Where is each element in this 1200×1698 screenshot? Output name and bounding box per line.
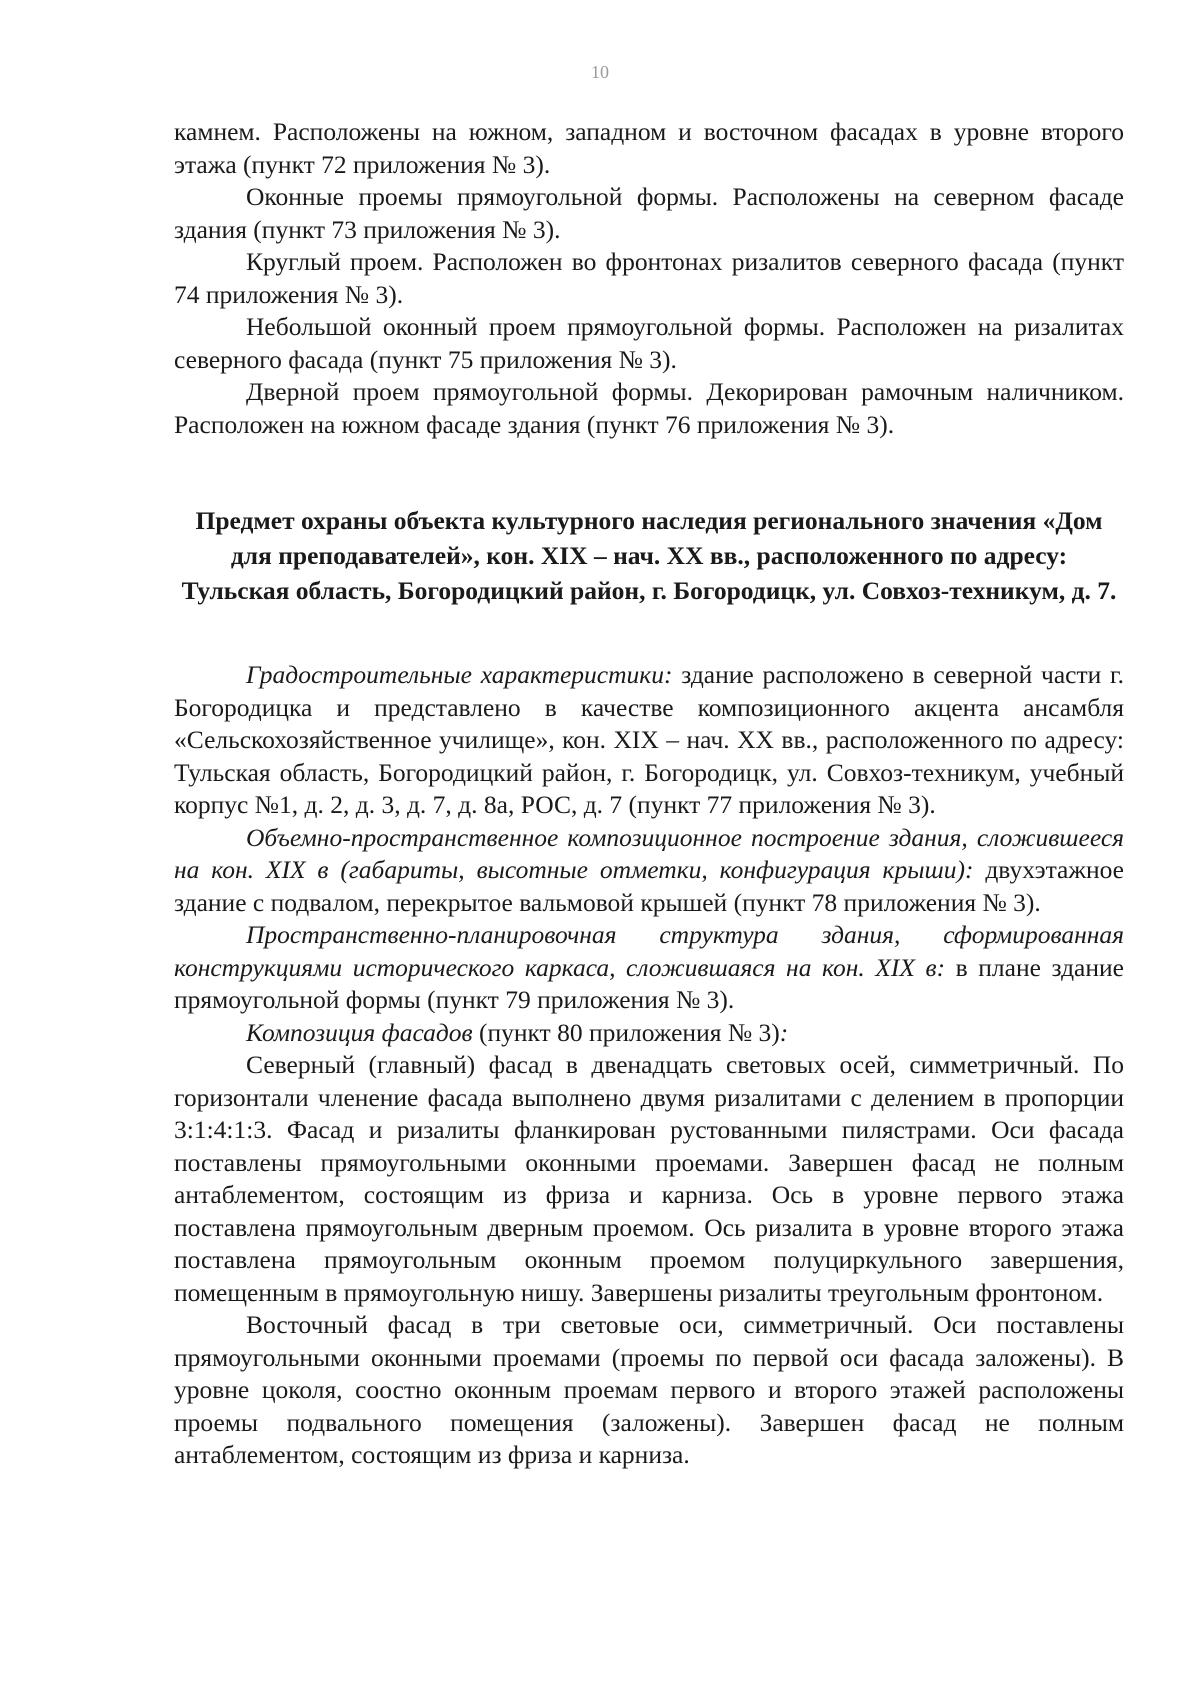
paragraph-urban-characteristics bbox=[174, 659, 1124, 822]
page-number: 10 bbox=[591, 62, 609, 82]
planning-structure-text: в плане здание прямоугольной формы (пункт 79 приложения № 3). bbox=[174, 952, 1124, 1014]
facade-composition-text: (пункт 80 приложения № 3) bbox=[472, 1017, 780, 1047]
planning-structure-label: Пространственно-планировочная структура здания, сформированная конструкциями исторического каркаса, сложившаяся на кон. XIX в: bbox=[174, 920, 1124, 982]
volume-composition-label: Объемно-пространственное композиционное построение здания, сложившееся на кон. XIX в (габариты, высотные отметки, конфигурация крыши): bbox=[174, 822, 1124, 884]
urban-characteristics-label: Градостроительные характеристики: bbox=[246, 660, 673, 689]
paragraph-east-facade: Восточный фасад в три световые оси, симметричный. Оси поставлены прямоугольными оконными проемами (проемы по первой оси фасада заложены). В уровне цоколя, соостно оконным проемам первого и второго этажей расположены проемы подвального помещения (заложены). Завершен фасад не полным антаблементом, состоящим из фриза и карниза. bbox=[174, 1310, 1124, 1469]
facade-composition-colon: : bbox=[779, 1017, 789, 1047]
urban-characteristics-text: здание расположено в северной части г. Богородицка и представлено в качестве композиционного акцента ансамбля «Сельскохозяйственное училище», кон. XIX – нач. XX вв., расположенного по адресу: Тульская область, Богородицкий район, г. Богородицк, ул. Совхоз-техникум, учебный корпус №1, д. 2, д. 3, д. 7, д. 8а, РОС, д. 7 (пункт 77 приложения № 3). bbox=[174, 660, 1125, 819]
facade-composition-label: Композиция фасадов bbox=[246, 1017, 473, 1047]
paragraph-round-opening: Круглый проем. Расположен во фронтонах ризалитов северного фасада (пункт 74 приложения № 3). bbox=[174, 247, 1124, 309]
paragraph-volume-composition bbox=[174, 822, 1124, 920]
paragraph-door-opening: Дверной проем прямоугольной формы. Декорирован рамочным наличником. Расположен на южном фасаде здания (пункт 76 приложения № 3). bbox=[174, 377, 1124, 439]
paragraph-planning-structure bbox=[174, 919, 1124, 1017]
section-heading: Предмет охраны объекта культурного наследия регионального значения «Дом для преподавателей», кон. XIX – нач. XX вв., расположенного по адресу: Тульская область, Богородицкий район, г. Богородицк, ул. Совхоз-техникум, д. 7. bbox=[181, 506, 1117, 605]
paragraph-window-openings: Оконные проемы прямоугольной формы. Расположены на северном фасаде здания (пункт 73 приложения № 3). bbox=[174, 182, 1124, 244]
volume-composition-text: двухэтажное здание с подвалом, перекрытое вальмовой крышей (пункт 78 приложения № 3). bbox=[174, 855, 1125, 917]
top-text-block bbox=[174, 116, 1124, 441]
paragraph-north-facade: Северный (главный) фасад в двенадцать световых осей, симметричный. По горизонтали членение фасада выполнено двумя ризалитами с делением в пропорции 3:1:4:1:3. Фасад и ризалиты фланкирован рустованными пилястрами. Оси фасада поставлены прямоугольными оконными проемами. Завершен фасад не полным антаблементом, состоящим из фриза и карниза. Ось в уровне первого этажа поставлена прямоугольным дверным проемом. Ось ризалита в уровне второго этажа поставлена прямоугольным оконным проемом полуциркульного завершения, помещенным в прямоугольную нишу. Завершены ризалиты треугольным фронтоном. bbox=[174, 1050, 1124, 1307]
paragraph-facade-composition bbox=[174, 1017, 1124, 1050]
paragraph-small-window: Небольшой оконный проем прямоугольной формы. Расположен на ризалитах северного фасада (пункт 75 приложения № 3). bbox=[174, 312, 1124, 374]
protection-subject-block bbox=[174, 659, 1124, 1472]
paragraph-continuation: камнем. Расположены на южном, западном и восточном фасадах в уровне второго этажа (пункт 72 приложения № 3). bbox=[174, 117, 1124, 179]
